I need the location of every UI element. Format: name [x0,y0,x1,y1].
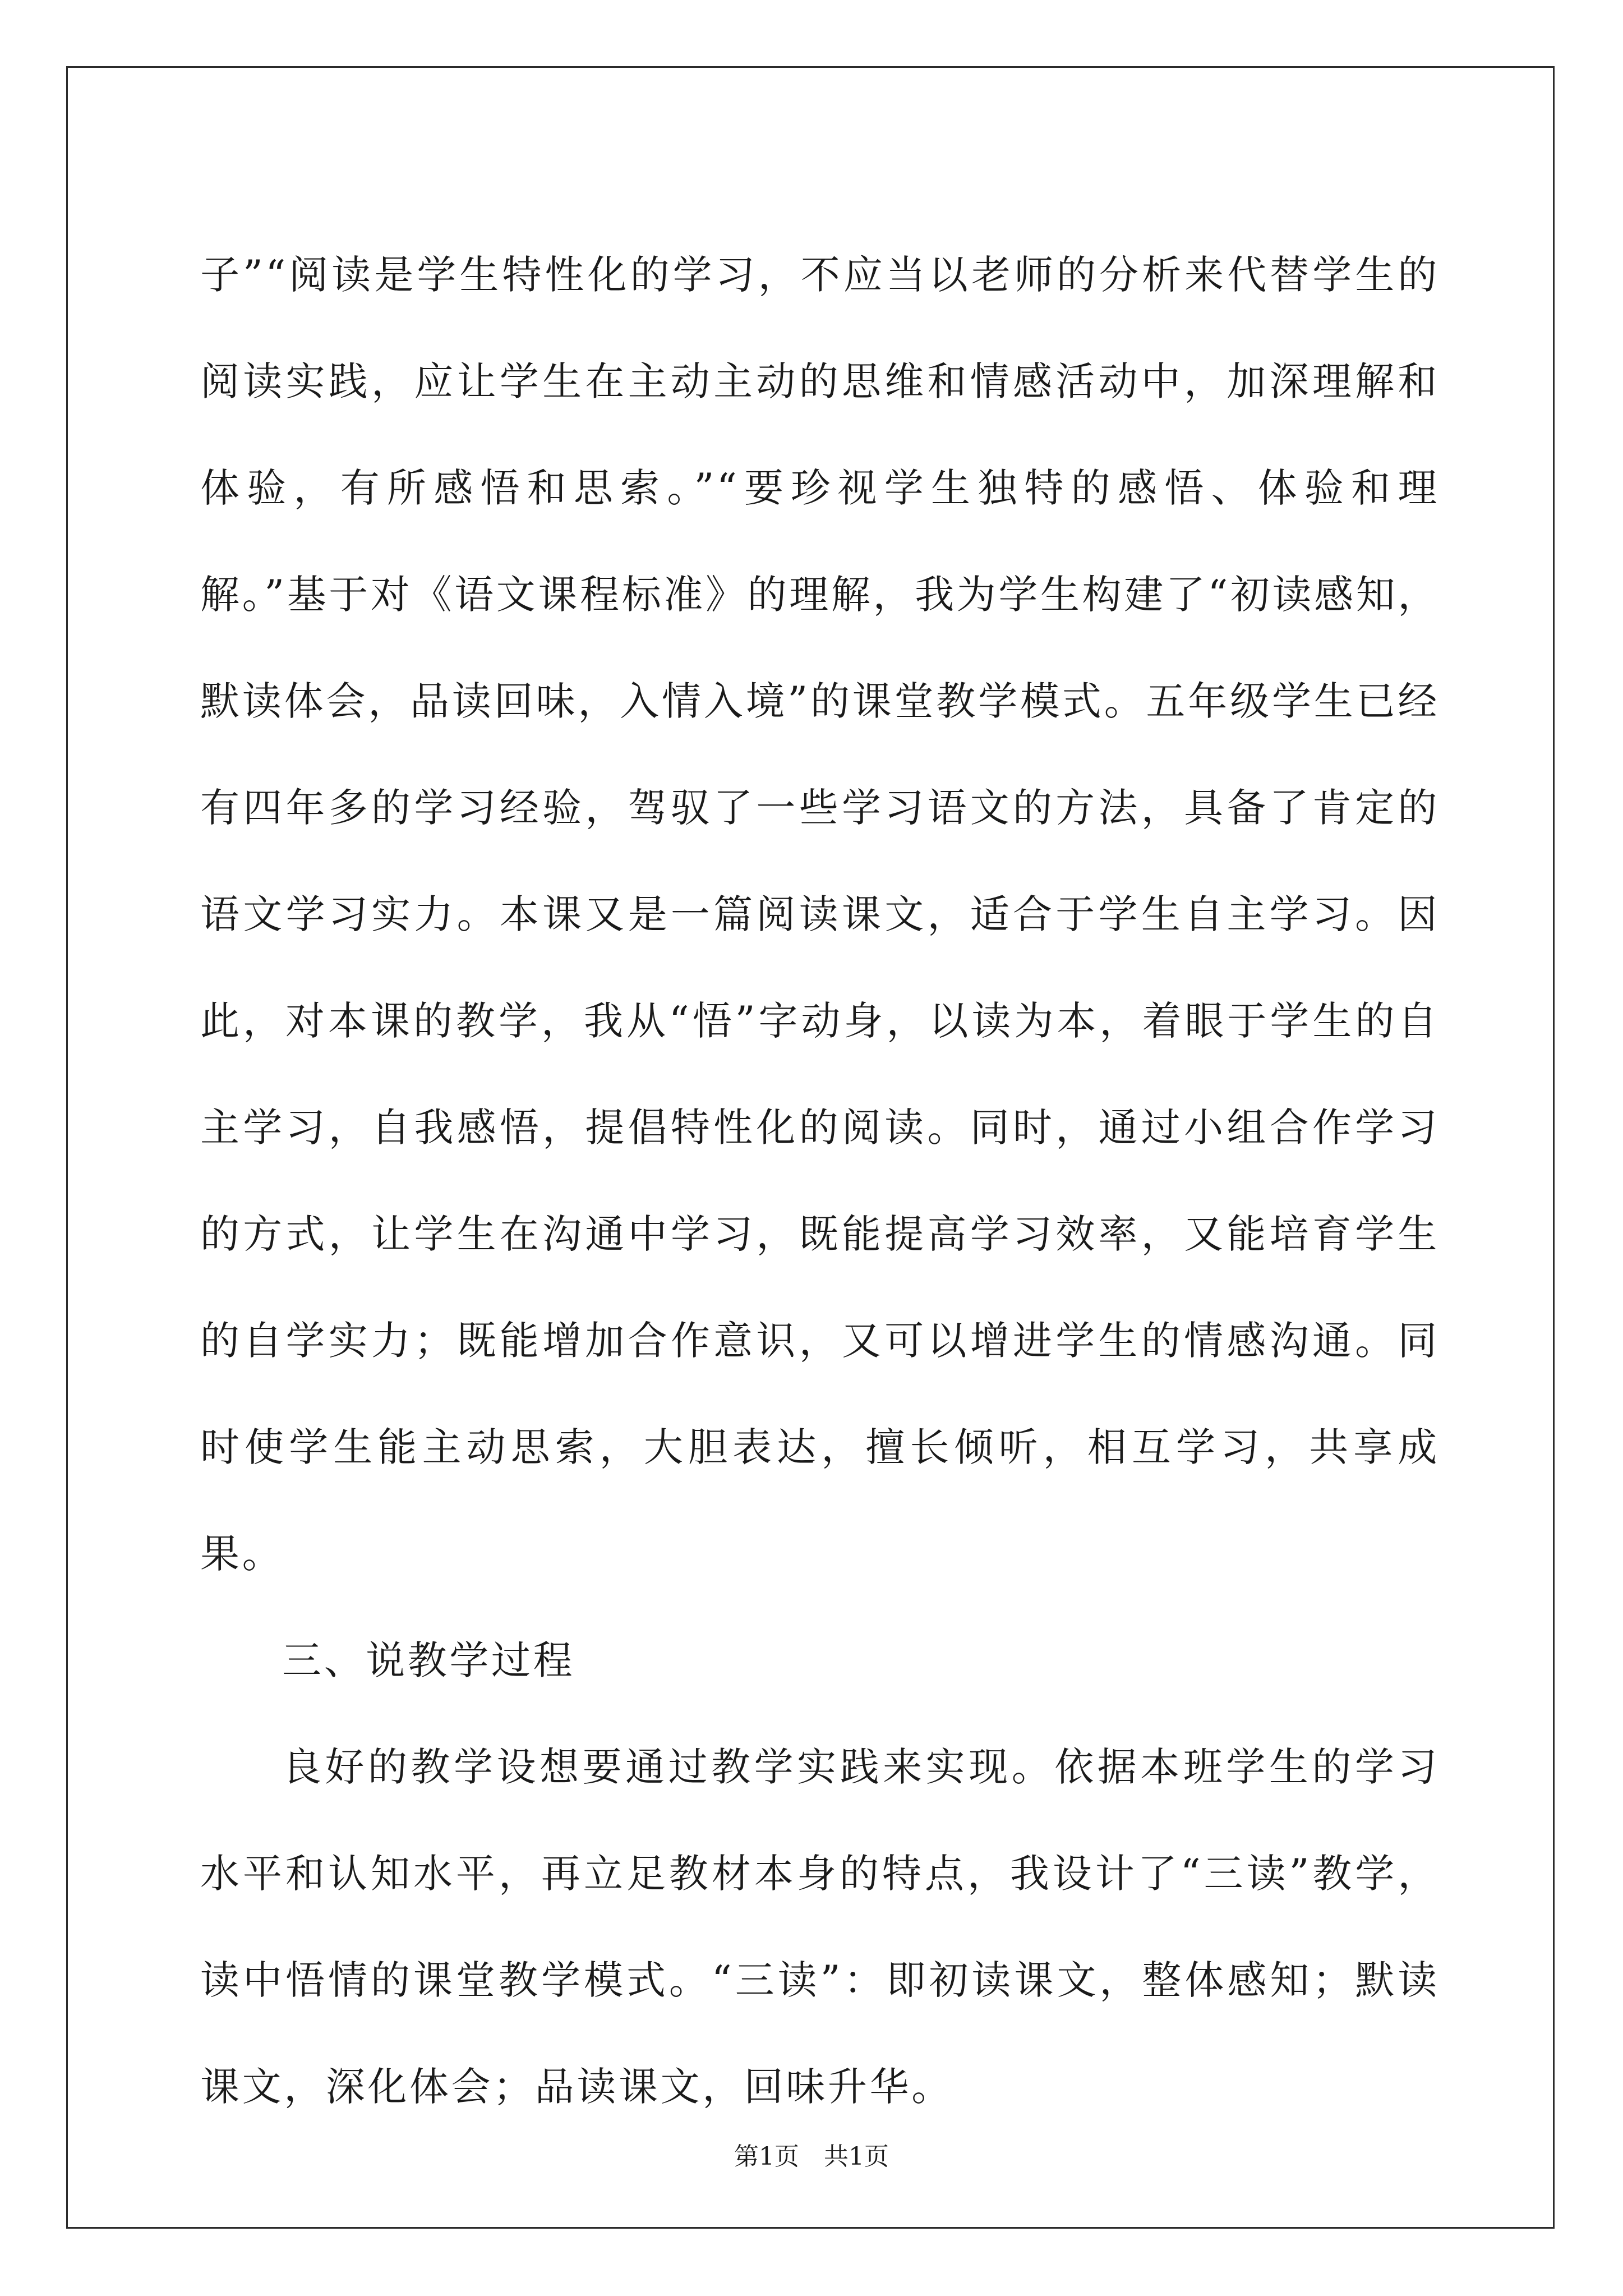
body-paragraph-2: 良好的教学设想要通过教学实践来实现。依据本班学生的学习水平和认知水平，再立足教材本身的特点，我设计了“三读”教学，读中悟情的课堂教学模式。“三读”：即初读课文，整体感知；默读课文，深化体会；品读课文，回味升华。 [200,1744,1440,2110]
document-body [200,222,1440,2140]
section-heading: 三、说教学过程 [282,1637,575,1683]
page-footer: 第1页 共1页 [734,2142,889,2171]
body-paragraph-1: 子”“阅读是学生特性化的学习，不应当以老师的分析来代替学生的阅读实践，应让学生在主动主动的思维和情感活动中，加深理解和体验，有所感悟和思索。”“要珍视学生独特的感悟、体验和理解。”基于对《语文课程标准》的理解，我为学生构建了“初读感知，默读体会，品读回味，入情入境”的课堂教学模式。五年级学生已经有四年多的学习经验，驾驭了一些学习语文的方法，具备了肯定的语文学习实力。本课又是一篇阅读课文，适合于学生自主学习。因此，对本课的教学，我从“悟”字动身，以读为本，着眼于学生的自主学习，自我感悟，提倡特性化的阅读。同时，通过小组合作学习的方式，让学生在沟通中学习，既能提高学习效率，又能培育学生的自学实力；既能增加合作意识，又可以增进学生的情感沟通。同时使学生能主动思索，大胆表达，擅长倾听，相互学习，共享成果。 [200,252,1440,1577]
